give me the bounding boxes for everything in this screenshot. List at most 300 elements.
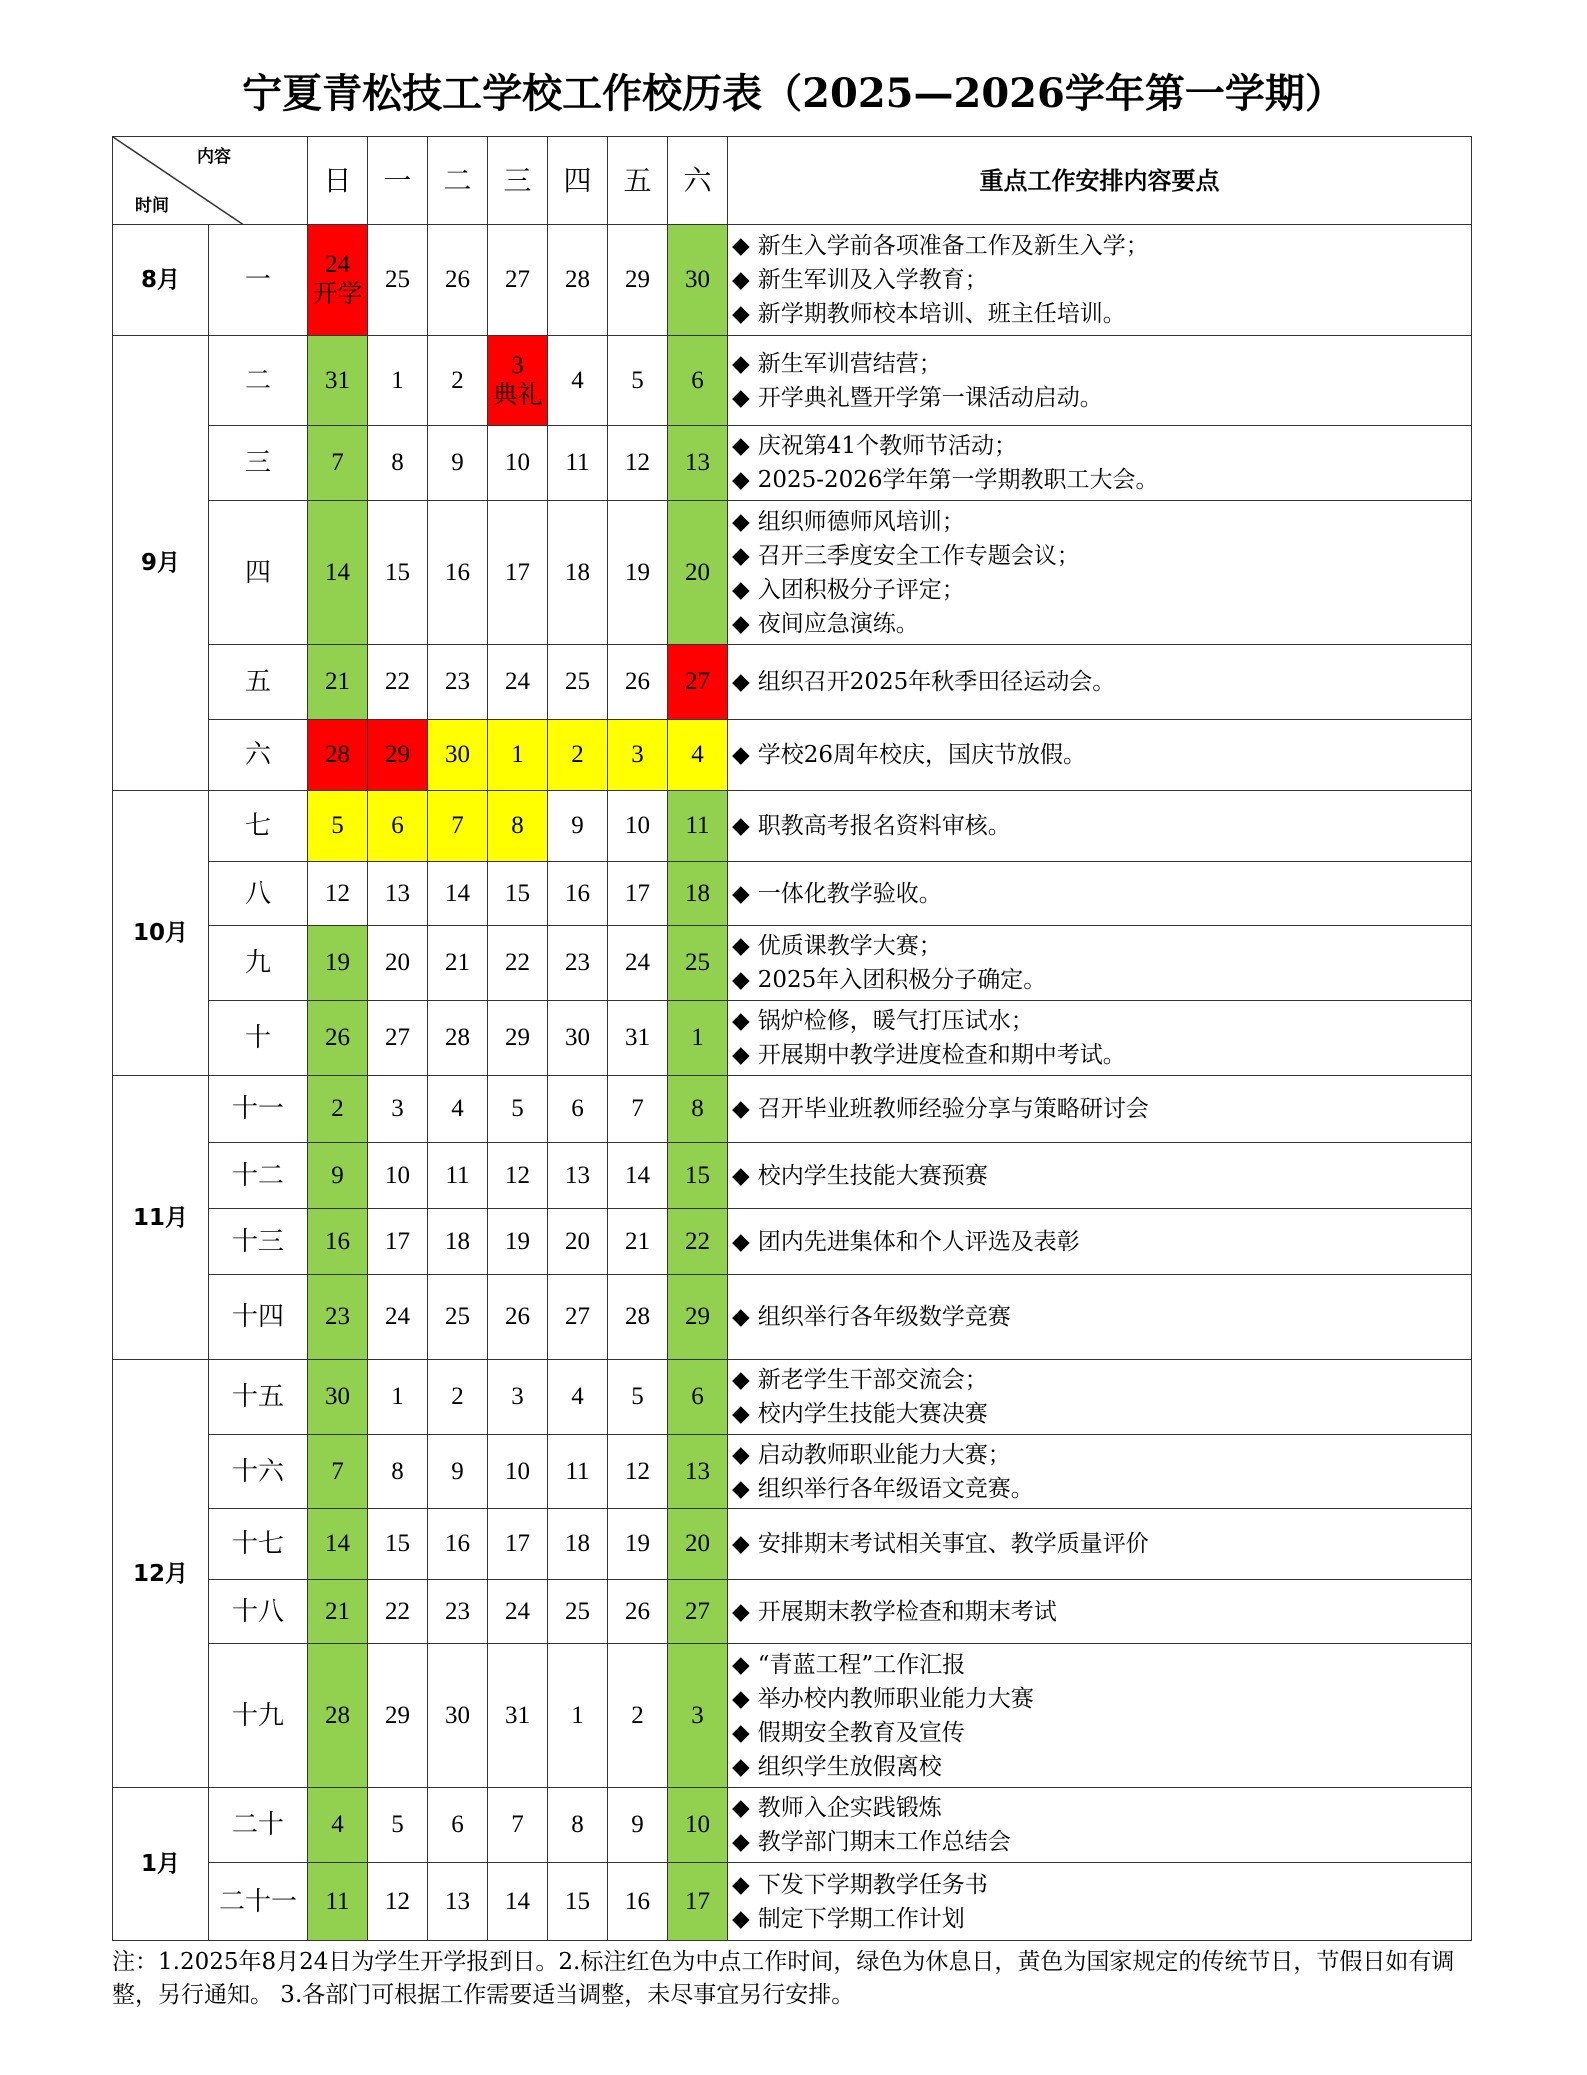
note-text: 学校26周年校庆，国庆节放假。	[757, 742, 1086, 768]
day-cell	[488, 501, 548, 645]
note-item	[732, 738, 1471, 772]
work-notes	[728, 1788, 1472, 1863]
day-number: 19	[505, 1227, 530, 1255]
note-text: 组织学生放假离校	[757, 1753, 942, 1780]
day-cell	[368, 1209, 428, 1275]
note-text: 组织举行各年级语文竞赛。	[757, 1475, 1034, 1502]
work-notes	[728, 862, 1472, 926]
note-text: 教师入企实践锻炼	[757, 1795, 942, 1821]
day-number: 30	[445, 1701, 470, 1729]
day-cell	[488, 1275, 548, 1360]
day-cell	[428, 720, 488, 791]
calendar-table	[112, 136, 1472, 1941]
day-cell	[668, 1275, 728, 1360]
week-row	[113, 1863, 1472, 1941]
note-text: 锅炉检修，暖气打压试水；	[757, 1008, 1034, 1034]
day-number: 8	[691, 1095, 704, 1122]
day-number: 12	[325, 879, 350, 907]
corner-content-label: 内容	[197, 147, 231, 167]
day-number: 5	[391, 1811, 404, 1838]
day-number: 22	[505, 949, 530, 976]
day-cell	[368, 1143, 428, 1209]
week-number: 三	[209, 426, 308, 501]
day-number: 27	[685, 668, 710, 695]
note-text: 新生入学前各项准备工作及新生入学；	[757, 233, 1149, 259]
day-number: 1	[511, 741, 524, 768]
note-item	[732, 1868, 1471, 1902]
day-cell	[488, 862, 548, 926]
day-number: 11	[685, 812, 710, 839]
day-cell	[548, 1209, 608, 1275]
page-title: 宁夏青松技工学校工作校历表（2025—2026学年第一学期）	[242, 70, 1345, 117]
day-number: 15	[385, 558, 410, 586]
day-cell	[308, 1275, 368, 1360]
note-item	[732, 539, 1471, 573]
day-cell	[428, 426, 488, 501]
day-cell	[608, 1580, 668, 1644]
day-number: 19	[325, 949, 350, 976]
day-cell	[608, 1076, 668, 1143]
day-number: 23	[325, 1303, 350, 1330]
day-number: 3	[511, 351, 524, 379]
note-item	[732, 1750, 1471, 1784]
day-cell	[608, 1001, 668, 1076]
week-row	[113, 501, 1472, 645]
day-number: 23	[445, 1597, 470, 1625]
day-number: 26	[325, 1024, 350, 1051]
day-cell	[548, 426, 608, 501]
note-item	[732, 1300, 1471, 1334]
day-cell	[608, 1788, 668, 1863]
day-number: 5	[511, 1095, 524, 1122]
day-cell	[308, 1580, 368, 1644]
bullet-icon: ◆	[732, 1651, 750, 1678]
note-text: 校内学生技能大赛决赛	[757, 1401, 988, 1427]
day-number: 18	[565, 558, 590, 586]
day-number: 13	[445, 1887, 470, 1915]
day-cell	[548, 1001, 608, 1076]
note-item	[732, 297, 1471, 331]
day-cell	[368, 1076, 428, 1143]
day-number: 17	[385, 1227, 410, 1255]
day-cell	[368, 501, 428, 645]
day-number: 27	[685, 1597, 710, 1625]
week-number: 二	[209, 336, 308, 426]
day-number: 23	[565, 949, 590, 976]
note-text: 开展期中教学进度检查和期中考试。	[757, 1042, 1126, 1068]
day-number: 24	[625, 949, 650, 976]
day-number: 17	[625, 879, 650, 907]
bullet-icon: ◆	[732, 742, 750, 768]
bullet-icon: ◆	[732, 1905, 750, 1932]
day-number: 30	[685, 266, 710, 293]
day-cell	[428, 1275, 488, 1360]
note-text: 新学期教师校本培训、班主任培训。	[757, 301, 1126, 327]
day-cell	[668, 501, 728, 645]
bullet-icon: ◆	[732, 813, 750, 839]
day-cell	[668, 1863, 728, 1941]
day-cell	[668, 1143, 728, 1209]
week-row	[113, 645, 1472, 720]
day-cell	[488, 1788, 548, 1863]
day-cell	[668, 426, 728, 501]
day-cell	[548, 645, 608, 720]
week-row	[113, 1209, 1472, 1275]
bullet-icon: ◆	[732, 576, 750, 603]
day-cell	[488, 1209, 548, 1275]
note-text: 组织举行各年级数学竞赛	[757, 1304, 1011, 1330]
day-number: 11	[325, 1887, 350, 1915]
footer-note: 注：1.2025年8月24日为学生开学报到日。2.标注红色为中点工作时间，绿色为休息日，黄色为国家规定的传统节日，节假日如有调整，另行通知。 3.各部门可根据工作需要适当调整，未尽事宜另行安排。	[112, 1949, 1455, 2008]
day-cell	[548, 336, 608, 426]
day-cell	[308, 1644, 368, 1788]
day-cell	[428, 336, 488, 426]
day-cell	[488, 1644, 548, 1788]
day-cell	[548, 720, 608, 791]
day-number: 29	[685, 1303, 710, 1330]
day-number: 24	[385, 1303, 410, 1330]
day-number: 18	[565, 1530, 590, 1557]
day-cell	[368, 1863, 428, 1941]
day-cell	[368, 791, 428, 862]
day-cell	[608, 1435, 668, 1509]
week-number: 十二	[209, 1143, 308, 1209]
day-number: 27	[565, 1303, 590, 1330]
note-text: 校内学生技能大赛预赛	[757, 1162, 988, 1189]
note-text: 开学典礼暨开学第一课活动启动。	[757, 384, 1103, 411]
note-text: 举办校内教师职业能力大赛	[757, 1685, 1034, 1712]
note-item	[732, 381, 1471, 415]
note-text: 夜间应急演练。	[757, 610, 919, 637]
day-number: 2	[451, 1383, 464, 1410]
week-row	[113, 862, 1472, 926]
day-number: 5	[631, 366, 644, 394]
week-number: 八	[209, 862, 308, 926]
day-number: 7	[331, 1457, 344, 1485]
bullet-icon: ◆	[732, 1162, 750, 1189]
day-cell	[428, 645, 488, 720]
day-cell	[548, 1143, 608, 1209]
day-cell	[428, 862, 488, 926]
day-number: 16	[565, 879, 590, 907]
note-text: 优质课教学大赛；	[757, 933, 942, 959]
day-number: 14	[325, 1530, 350, 1557]
day-cell	[608, 1360, 668, 1435]
day-cell	[368, 1509, 428, 1580]
bullet-icon: ◆	[732, 967, 750, 993]
day-number: 21	[325, 668, 350, 695]
day-cell	[608, 1143, 668, 1209]
day-cell	[368, 862, 428, 926]
day-number: 25	[565, 668, 590, 695]
work-notes	[728, 1209, 1472, 1275]
week-row	[113, 1360, 1472, 1435]
day-number: 28	[565, 266, 590, 293]
note-item	[732, 1716, 1471, 1750]
day-number: 25	[385, 266, 410, 293]
note-item	[732, 1397, 1471, 1431]
day-cell	[488, 1435, 548, 1509]
day-number: 13	[565, 1161, 590, 1189]
day-cell	[428, 1076, 488, 1143]
day-cell	[608, 1644, 668, 1788]
day-number: 2	[571, 741, 584, 768]
work-notes	[728, 1863, 1472, 1941]
day-cell	[368, 1275, 428, 1360]
week-number: 七	[209, 791, 308, 862]
day-cell	[668, 862, 728, 926]
day-cell	[548, 926, 608, 1001]
note-text: 组织师德师风培训；	[757, 508, 965, 535]
day-number: 23	[445, 668, 470, 695]
bullet-icon: ◆	[732, 1304, 750, 1330]
day-number: 20	[685, 558, 710, 586]
month-label: 9月	[113, 336, 209, 791]
day-number: 22	[385, 1597, 410, 1625]
day-number: 9	[631, 1811, 644, 1838]
week-number: 十九	[209, 1644, 308, 1788]
day-number: 15	[685, 1161, 710, 1189]
bullet-icon: ◆	[732, 1475, 750, 1502]
day-number: 8	[571, 1811, 584, 1838]
day-cell	[308, 336, 368, 426]
day-number: 4	[571, 366, 584, 394]
week-number: 十	[209, 1001, 308, 1076]
day-cell	[428, 1580, 488, 1644]
bullet-icon: ◆	[732, 1367, 750, 1393]
note-item	[732, 1438, 1471, 1472]
note-text: 一体化教学验收。	[757, 880, 942, 907]
day-number: 21	[325, 1597, 350, 1625]
note-text: 假期安全教育及宣传	[757, 1719, 965, 1746]
bullet-icon: ◆	[732, 233, 750, 259]
day-cell	[428, 1360, 488, 1435]
day-number: 2	[331, 1095, 344, 1122]
day-number: 26	[625, 1597, 650, 1625]
note-text: 新生军训营结营；	[757, 350, 942, 377]
week-row	[113, 1143, 1472, 1209]
day-cell	[428, 791, 488, 862]
note-text: 2025年入团积极分子确定。	[757, 967, 1047, 993]
day-number: 29	[625, 266, 650, 293]
day-number: 21	[445, 949, 470, 976]
corner-time-label: 时间	[135, 196, 169, 216]
day-number: 15	[565, 1887, 590, 1915]
day-number: 26	[625, 668, 650, 695]
day-number: 27	[385, 1024, 410, 1051]
day-cell	[308, 501, 368, 645]
day-cell	[608, 426, 668, 501]
day-header-fri: 五	[608, 137, 668, 225]
day-cell	[668, 1360, 728, 1435]
day-number: 22	[685, 1227, 710, 1255]
day-cell	[368, 1001, 428, 1076]
note-item	[732, 877, 1471, 911]
bullet-icon: ◆	[732, 669, 750, 695]
day-cell	[668, 791, 728, 862]
notes-header: 重点工作安排内容要点	[728, 137, 1472, 225]
day-cell	[668, 1209, 728, 1275]
day-number: 24	[505, 668, 530, 695]
day-cell	[368, 720, 428, 791]
week-number: 六	[209, 720, 308, 791]
day-number: 17	[505, 558, 530, 586]
note-item	[732, 1472, 1471, 1506]
bullet-icon: ◆	[732, 1829, 750, 1855]
week-number: 四	[209, 501, 308, 645]
day-number: 6	[391, 812, 404, 839]
day-cell	[668, 926, 728, 1001]
day-cell	[308, 926, 368, 1001]
note-item	[732, 809, 1471, 843]
day-cell	[608, 1209, 668, 1275]
day-number: 31	[505, 1701, 530, 1729]
day-number: 9	[571, 812, 584, 839]
day-header-mon: 一	[368, 137, 428, 225]
week-number: 十四	[209, 1275, 308, 1360]
work-notes	[728, 720, 1472, 791]
day-number: 28	[445, 1024, 470, 1051]
week-number: 十五	[209, 1360, 308, 1435]
week-number: 一	[209, 225, 308, 336]
bullet-icon: ◆	[732, 1096, 750, 1122]
day-number: 2	[631, 1701, 644, 1729]
day-number: 29	[505, 1024, 530, 1051]
corner-header	[113, 137, 308, 225]
day-cell	[368, 926, 428, 1001]
day-cell	[368, 645, 428, 720]
day-cell	[428, 501, 488, 645]
calendar-body	[113, 137, 1472, 1941]
note-text: 召开三季度安全工作专题会议；	[757, 542, 1080, 569]
day-cell	[668, 720, 728, 791]
day-number: 26	[445, 266, 470, 293]
note-text: 职教高考报名资料审核。	[757, 813, 1011, 839]
day-number: 13	[685, 1457, 710, 1485]
day-number: 9	[331, 1161, 344, 1189]
week-row	[113, 1509, 1472, 1580]
day-cell	[548, 1863, 608, 1941]
work-notes	[728, 501, 1472, 645]
day-cell	[608, 501, 668, 645]
day-cell	[608, 336, 668, 426]
note-item	[732, 1527, 1471, 1561]
day-cell	[668, 225, 728, 336]
day-cell	[488, 1360, 548, 1435]
day-header-sat: 六	[668, 137, 728, 225]
day-number: 13	[385, 879, 410, 907]
day-number: 14	[445, 879, 470, 907]
bullet-icon: ◆	[732, 1685, 750, 1712]
week-row	[113, 1076, 1472, 1143]
day-number: 20	[685, 1530, 710, 1557]
note-item	[732, 1791, 1471, 1825]
month-label: 8月	[113, 225, 209, 336]
day-header-sun: 日	[308, 137, 368, 225]
day-header-tue: 二	[428, 137, 488, 225]
day-number: 14	[325, 558, 350, 586]
work-notes	[728, 1509, 1472, 1580]
day-number: 28	[625, 1303, 650, 1330]
day-number: 6	[451, 1811, 464, 1838]
day-number: 10	[385, 1161, 410, 1189]
note-text: 2025-2026学年第一学期教职工大会。	[757, 467, 1159, 493]
work-notes	[728, 791, 1472, 862]
week-row	[113, 225, 1472, 336]
note-text: 制定下学期工作计划	[757, 1905, 965, 1932]
day-cell	[488, 426, 548, 501]
day-cell	[308, 1509, 368, 1580]
note-text: 庆祝第41个教师节活动；	[757, 433, 1017, 459]
bullet-icon: ◆	[732, 301, 750, 327]
day-number: 5	[331, 812, 344, 839]
day-number: 15	[385, 1530, 410, 1557]
day-cell	[428, 1788, 488, 1863]
note-item	[732, 1825, 1471, 1859]
day-cell	[548, 862, 608, 926]
day-number: 12	[505, 1161, 530, 1189]
bullet-icon: ◆	[732, 1598, 750, 1625]
note-item	[732, 1092, 1471, 1126]
day-cell	[368, 336, 428, 426]
day-number: 16	[625, 1887, 650, 1915]
day-header-wed: 三	[488, 137, 548, 225]
week-number: 十六	[209, 1435, 308, 1509]
note-item	[732, 229, 1471, 263]
work-notes	[728, 645, 1472, 720]
day-cell	[488, 720, 548, 791]
note-item	[732, 1038, 1471, 1072]
day-cell	[668, 645, 728, 720]
note-item	[732, 1648, 1471, 1682]
note-item	[732, 573, 1471, 607]
day-number: 25	[445, 1303, 470, 1330]
day-number: 5	[631, 1383, 644, 1410]
day-number: 19	[625, 558, 650, 586]
day-cell	[668, 1001, 728, 1076]
day-cell	[308, 1360, 368, 1435]
note-text: 召开毕业班教师经验分享与策略研讨会	[757, 1096, 1149, 1122]
bullet-icon: ◆	[732, 433, 750, 459]
day-number: 30	[565, 1024, 590, 1051]
day-cell	[308, 1076, 368, 1143]
work-notes	[728, 426, 1472, 501]
bullet-icon: ◆	[732, 1753, 750, 1780]
day-number: 8	[391, 449, 404, 476]
note-text: 下发下学期教学任务书	[757, 1871, 988, 1898]
day-cell	[668, 1580, 728, 1644]
day-number: 20	[565, 1227, 590, 1255]
bullet-icon: ◆	[732, 1008, 750, 1034]
note-item	[732, 463, 1471, 497]
day-cell	[668, 1509, 728, 1580]
note-item	[732, 505, 1471, 539]
day-cell	[488, 1863, 548, 1941]
day-cell	[308, 862, 368, 926]
day-cell	[548, 501, 608, 645]
day-cell	[488, 1580, 548, 1644]
day-cell	[368, 1788, 428, 1863]
day-number: 8	[391, 1457, 404, 1485]
day-number: 31	[625, 1024, 650, 1051]
day-number: 8	[511, 812, 524, 839]
note-text: 教学部门期末工作总结会	[757, 1829, 1011, 1855]
day-number: 16	[445, 1530, 470, 1557]
day-cell	[428, 1435, 488, 1509]
work-notes	[728, 1275, 1472, 1360]
note-item	[732, 929, 1471, 963]
day-number: 7	[511, 1811, 524, 1838]
